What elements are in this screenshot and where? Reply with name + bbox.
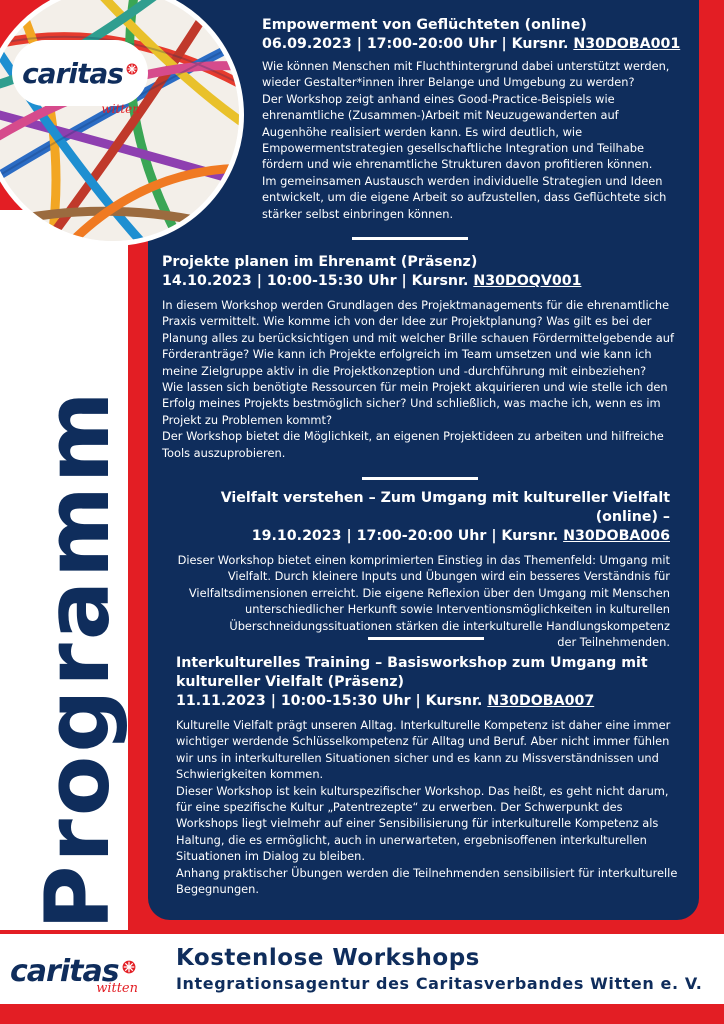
workshop-title: Projekte planen im Ehrenamt (Präsenz) xyxy=(162,254,478,270)
workshop-section-3 xyxy=(158,489,670,650)
logo-subtitle: witten xyxy=(96,981,138,996)
vertical-title: Programm xyxy=(26,388,129,930)
workshop-meta xyxy=(262,35,692,54)
workshop-date: 11.11.2023 | 10:00-15:30 Uhr | Kursnr. xyxy=(176,693,488,709)
workshop-meta xyxy=(176,692,690,711)
logo-word: caritas xyxy=(22,56,123,90)
footer-subtitle: Integrationsagentur des Caritasverbandes Witten e. V. xyxy=(176,974,703,993)
workshop-description: Dieser Workshop bietet einen komprimierten Einstieg in das Themenfeld: Umgang mit Vielfalt. Durch kleinere Inputs und Übungen wird ein besseres Verständnis für Vielfaltsdimensionen erreicht. Die eigene Reflexion über den Umgang mit Menschen unterschiedlicher Herkunft sowie Interventionsmöglichkeiten in kulturellen Überschneidungssituationen stärken die interkulturelle Handlungskompetenz der Teilnehmenden. xyxy=(177,553,670,650)
workshop-date: 14.10.2023 | 10:00-15:30 Uhr | Kursnr. xyxy=(162,273,474,289)
workshop-description: Kulturelle Vielfalt prägt unseren Alltag. Interkulturelle Kompetenz ist daher eine immer wichtiger werdende Schlüsselkompetenz für Alltag und Beruf. Aber nicht immer fühlen wir uns in interkulturellen Situationen sicher und es kann zu Missverständnissen und Schwierigkeiten kommen. Dieser Workshop ist kein kulturspezifischer Workshop. Das heißt, es geht nicht darum, für eine spezifische Kultur „Patentrezepte“ zu erwerben. Der Schwerpunkt des Workshops liegt vielmehr auf einer Sensibilisierung für interkulturelle Kompetenz als Haltung, die es ermöglicht, auch in unerwarteten, ergebnisoffenen interkulturellen Situationen im Dialog zu bleiben. Anhang praktischer Übungen werden die Teilnehmenden sensibilisiert für interkulturelle Begegnungen. xyxy=(176,718,678,897)
workshop-title: Empowerment von Geflüchteten (online) xyxy=(262,17,587,33)
workshop-section-1 xyxy=(262,16,692,222)
workshop-title: Vielfalt verstehen – Zum Umgang mit kultureller Vielfalt (online) – xyxy=(220,490,670,525)
workshop-section-4 xyxy=(176,654,690,897)
workshop-date: 19.10.2023 | 17:00-20:00 Uhr | Kursnr. xyxy=(251,528,564,544)
workshop-date: 06.09.2023 | 17:00-20:00 Uhr | Kursnr. xyxy=(262,36,574,52)
workshop-description: Wie können Menschen mit Fluchthintergrund dabei unterstützt werden, wieder Gestalter*innen ihrer Belange und Umgebung zu werden? Der Workshop zeigt anhand eines Good-Practice-Beispiels wie ehrenamtliche (Zusammen-)Arbeit mit Neuzugewanderten auf Augenhöhe realisiert werden kann. Es wird deutlich, wie Empowermentstrategien gesellschaftliche Integration und Teilhabe fördern und wie ehrenamtliche Strukturen davon profitieren können. Im gemeinsamen Austausch werden individuelle Strategien und Ideen entwickelt, um die eigene Arbeit so aufzustellen, dass Geflüchtete sich stärker selbst einbringen können. xyxy=(262,59,670,221)
course-number: N30DOQV001 xyxy=(473,273,582,289)
workshop-meta xyxy=(162,272,692,291)
caritas-logo xyxy=(12,40,148,116)
course-number: N30DOBA007 xyxy=(487,693,595,709)
caritas-cross-icon xyxy=(126,63,138,75)
workshop-title: Interkulturelles Training – Basisworkshop zum Umgang mit kultureller Vielfalt (Präsenz) xyxy=(176,655,648,690)
course-number: N30DOBA001 xyxy=(573,36,681,52)
course-number: N30DOBA006 xyxy=(563,528,670,544)
workshop-meta xyxy=(158,527,670,546)
caritas-cross-icon xyxy=(122,960,136,974)
section-divider xyxy=(362,477,478,480)
section-divider xyxy=(352,237,468,240)
workshop-section-2 xyxy=(162,253,692,461)
workshop-description: In diesem Workshop werden Grundlagen des Projektmanagements für die ehrenamtliche Praxis vermittelt. Wie komme ich von der Idee zur Projektplanung? Was gilt es bei der Planung alles zu berücksichtigen und mit welcher Brille schauen Fördermittelgebende auf Förderanträge? Wie kann ich Projekte erfolgreich im Team umsetzen und wie kann ich meine Zielgruppe aktiv in die Projektkonzeption und -durchführung mit einbeziehen? Wie lassen sich benötigte Ressourcen für mein Projekt akquirieren und wie stelle ich den Erfolg meines Projekts bestmöglich sicher? Und schließlich, was mache ich, wenn es im Projekt zu Problemen kommt? Der Workshop bietet die Möglichkeit, an eigenen Projektideen zu arbeiten und hilfreiche Tools auszuprobieren. xyxy=(162,298,674,460)
section-divider xyxy=(368,637,484,640)
logo-subtitle: witten xyxy=(101,102,140,116)
logo-word: caritas xyxy=(10,953,119,989)
footer-title: Kostenlose Workshops xyxy=(176,945,480,971)
caritas-logo-footer xyxy=(10,946,160,996)
